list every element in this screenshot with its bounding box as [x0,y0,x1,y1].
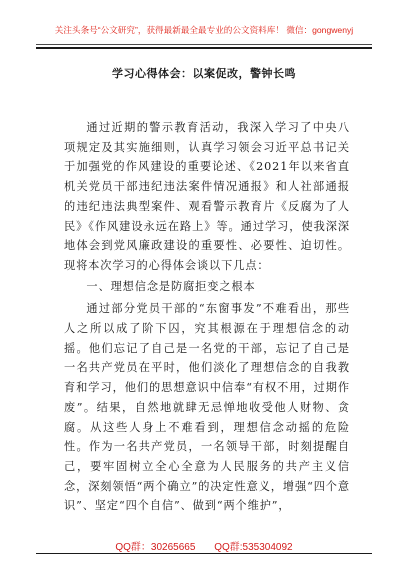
document-body [64,118,350,516]
section-heading: 一、理想信念是防腐拒变之根本 [86,279,256,293]
body-paragraph: 通过部分党员干部的“东窗事发”不难看出，那些人之所以成了阶下囚，究其根源在于理想信念的动摇。他们忘记了自己是一名党的干部，忘记了自己是一名共产党员在平时，他们淡化了理想信念的自我教育和学习，他们的思想意识中信奉“有权不用，过期作废”。结果，自然地就肆无忌惮地收受他人财物、贪腐。从这些人身上不难看到，理想信念动摇的危险性。作为一名共产党员，一名领导干部，时刻提醒自己，要牢固树立全心全意为人民服务的共产主义信念，深刻领悟“两个确立”的决定性意义，增强“四个意识”、坚定“四个自信”、做到“两个维护”， [64,302,350,513]
header-rule-thick [36,47,372,49]
body-paragraph: 通过近期的警示教育活动，我深入学习了中央八项规定及其实施细则，认真学习领会习近平总书记关于加强党的作风建设的重要论述、《2021年以来省直机关党员干部违纪违法案件情况通报》和人社部通报的违纪违法典型案件、观看警示教育片《反腐为了人民》《作风建设永远在路上》等。通过学习，使我深深地体会到党风廉政建设的重要性、必要性、迫切性。现将本次学习的心得体会谈以下几点： [64,121,350,272]
footer-qq-group-2: QQ群:535304092 [214,542,293,553]
document-title: 学习心得体会：以案促改，警钟长鸣 [112,67,296,80]
header-rule-thin [36,44,372,45]
footer-qq-group-1: QQ群：30265665 [115,542,196,553]
header-note: 关注头条号“公文研究”，获得最新最全最专业的公文资料库！ 微信：gongwenyj [54,25,354,35]
footer-rule [36,553,372,554]
footer-note [0,538,408,553]
